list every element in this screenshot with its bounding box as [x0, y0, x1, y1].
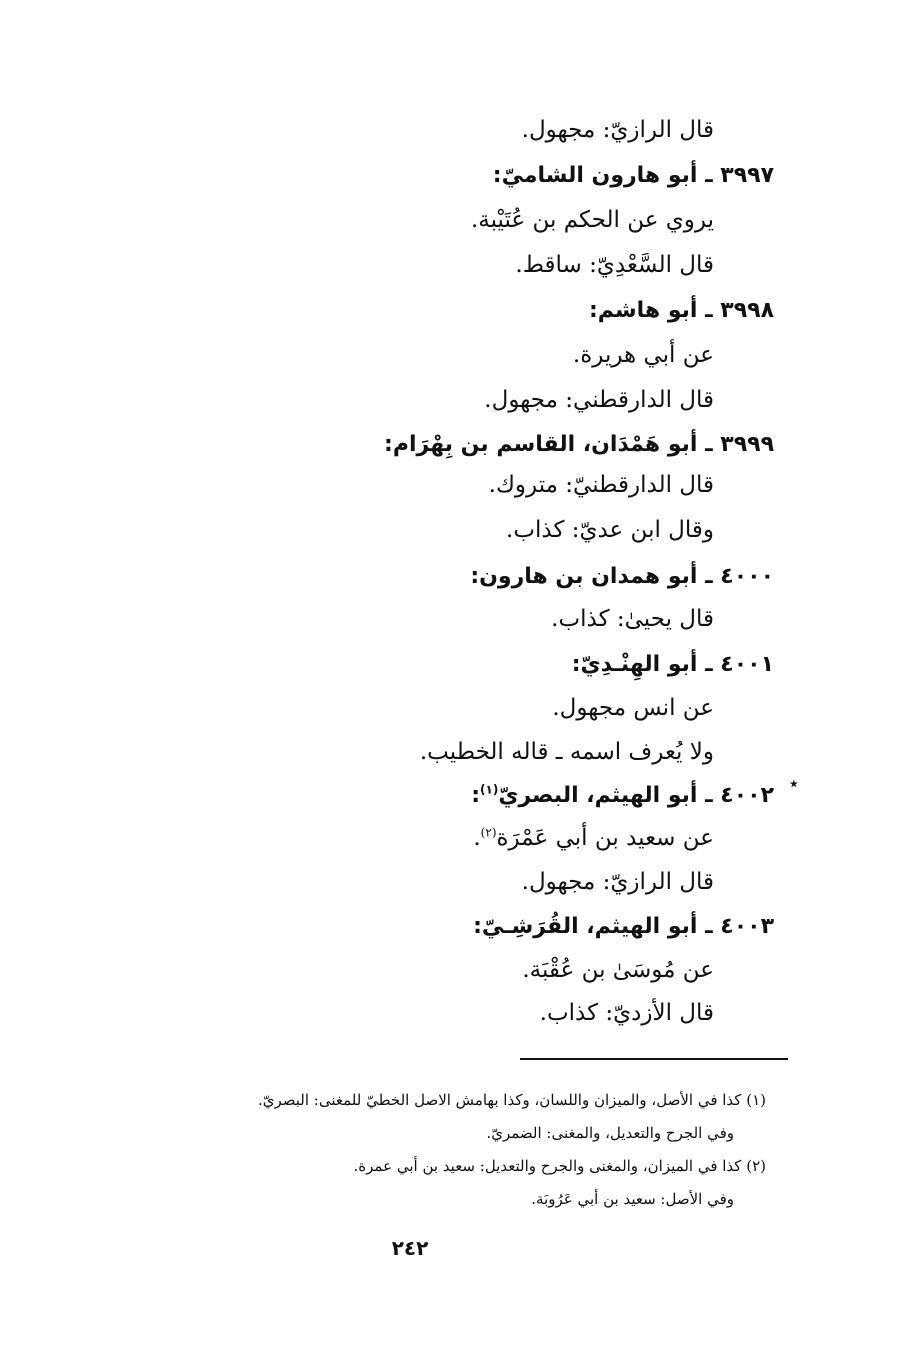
text-line-15: ولا يُعرف اسمه ـ قاله الخطيب.: [419, 739, 714, 765]
text-line-3: يروي عن الحكم بن عُتَيْبة.: [470, 207, 714, 233]
line-17-period: .: [473, 825, 481, 851]
entry-heading-3999: ٣٩٩٩ ـ أبو هَمْدَان، القاسم بن بِهْرَام:: [384, 432, 774, 457]
heading-4002-text: ٤٠٠٢ ـ أبو الهيثم، البصريّ: [498, 783, 774, 808]
page-number: ٢٤٢: [391, 1236, 429, 1260]
footnote-ref-1: (١): [480, 782, 499, 797]
text-line-21: قال الأزديّ: كذاب.: [539, 1000, 714, 1026]
footnote-1: (١) كذا في الأصل، والميزان واللسان، وكذا بهامش الاصل الخطيّ للمغنى: البصريّ.: [257, 1091, 766, 1109]
text-line-9: قال الدارقطنيّ: متروك.: [488, 472, 714, 498]
entry-heading-3997: ٣٩٩٧ ـ أبو هارون الشاميّ:: [492, 163, 774, 188]
entry-heading-4001: ٤٠٠١ ـ أبو الهِنْـدِيّ:: [571, 652, 774, 677]
text-line-18: قال الرازيّ: مجهول.: [521, 869, 714, 895]
footnote-ref-2: (٢): [480, 825, 497, 840]
entry-heading-4002: [471, 781, 774, 811]
text-line-20: عن مُوسَىٰ بن عُقْبَة.: [522, 957, 714, 983]
footnote-2-cont: وفي الأصل: سعيد بن أبي عَرُوبَة.: [531, 1190, 734, 1208]
text-line-4: قال السَّعْدِيّ: ساقط.: [515, 252, 714, 278]
line-17-text: عن سعيد بن أبي عَمْرَة: [496, 825, 714, 851]
text-line-17: [473, 823, 714, 853]
entry-heading-3998: ٣٩٩٨ ـ أبو هاشم:: [588, 298, 774, 323]
text-line-12: قال يحيىٰ: كذاب.: [551, 606, 714, 632]
margin-mark: ٭: [790, 776, 798, 792]
footnote-1-cont: وفي الجرح والتعديل، والمغنى: الضمريّ.: [486, 1124, 734, 1142]
text-line-6: عن أبي هريرة.: [572, 342, 714, 368]
text-line-10: وقال ابن عديّ: كذاب.: [506, 517, 714, 543]
entry-heading-4000: ٤٠٠٠ ـ أبو همدان بن هارون:: [470, 564, 774, 589]
text-line-1: قال الرازيّ: مجهول.: [521, 117, 714, 143]
footnote-separator: [520, 1058, 788, 1060]
text-line-14: عن انس مجهول.: [552, 695, 714, 721]
heading-4002-colon: :: [471, 783, 481, 808]
entry-heading-4003: ٤٠٠٣ ـ أبو الهيثم، القُرَشِـيّ:: [473, 914, 774, 939]
footnote-2: (٢) كذا في الميزان، والمغنى والجرح والتعديل: سعيد بن أبي عمرة.: [353, 1157, 766, 1175]
text-line-7: قال الدارقطني: مجهول.: [484, 387, 714, 413]
